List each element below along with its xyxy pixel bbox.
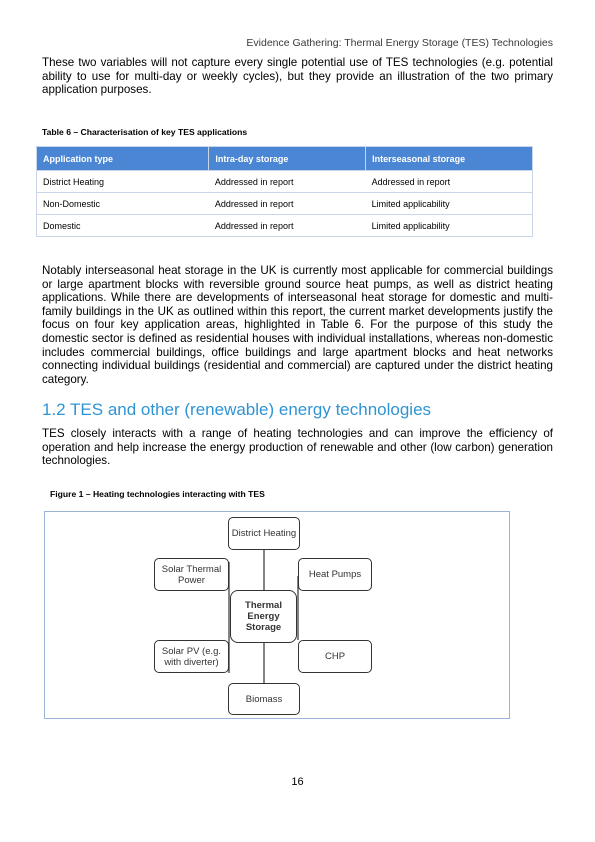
tes-interaction-paragraph: TES closely interacts with a range of heating technologies and can improve the efficiency of operation and help increase the energy production of renewable and other (low carbon) generation technologies. xyxy=(42,427,553,468)
table-cell: District Heating xyxy=(37,171,209,193)
table-caption: Table 6 – Characterisation of key TES applications xyxy=(42,127,248,137)
table-row xyxy=(37,215,533,237)
table-cell: Addressed in report xyxy=(209,171,366,193)
column-header: Interseasonal storage xyxy=(366,147,533,171)
running-header: Evidence Gathering: Thermal Energy Storage (TES) Technologies xyxy=(246,37,553,49)
page-number: 16 xyxy=(291,776,304,788)
heating-technologies-diagram xyxy=(44,511,510,719)
node-heat-pumps: Heat Pumps xyxy=(298,558,372,591)
node-district-heating: District Heating xyxy=(228,517,300,550)
node-solar-thermal-power: Solar Thermal Power xyxy=(154,558,229,591)
table-cell: Non-Domestic xyxy=(37,193,209,215)
table-header-row xyxy=(37,147,533,171)
applications-table xyxy=(36,146,533,237)
table-row xyxy=(37,193,533,215)
table-cell: Limited applicability xyxy=(366,193,533,215)
table-cell: Addressed in report xyxy=(209,193,366,215)
figure-caption: Figure 1 – Heating technologies interacting with TES xyxy=(50,489,265,499)
table-row xyxy=(37,171,533,193)
node-solar-pv: Solar PV (e.g. with diverter) xyxy=(154,640,229,673)
table-cell: Addressed in report xyxy=(209,215,366,237)
node-chp: CHP xyxy=(298,640,372,673)
table-cell: Addressed in report xyxy=(366,171,533,193)
column-header: Application type xyxy=(37,147,209,171)
table-cell: Domestic xyxy=(37,215,209,237)
interseasonal-paragraph: Notably interseasonal heat storage in the UK is currently most applicable for commercial buildings or large apartment blocks with reversible ground source heat pumps, as well as district heating applications. While there are developments of interseasonal heat storage for domestic and multi-family buildings in the UK as outlined within this report, the current market developments justify the focus on four key application areas, highlighted in Table 6. For the purpose of this study the domestic sector is defined as residential houses with individual installations, whereas non-domestic includes commercial buildings, office buildings and large apartment blocks and heat networks connecting individual buildings (residential and commercial) are captured under the district heating category. xyxy=(42,264,553,386)
node-biomass: Biomass xyxy=(228,683,300,715)
node-thermal-energy-storage: Thermal Energy Storage xyxy=(230,590,297,643)
table-cell: Limited applicability xyxy=(366,215,533,237)
section-heading: 1.2 TES and other (renewable) energy technologies xyxy=(42,400,432,419)
column-header: Intra-day storage xyxy=(209,147,366,171)
intro-paragraph: These two variables will not capture every single potential use of TES technologies (e.g. potential ability to use for multi-day or weekly cycles), but they provide an illustration of the two primary application purposes. xyxy=(42,56,553,97)
